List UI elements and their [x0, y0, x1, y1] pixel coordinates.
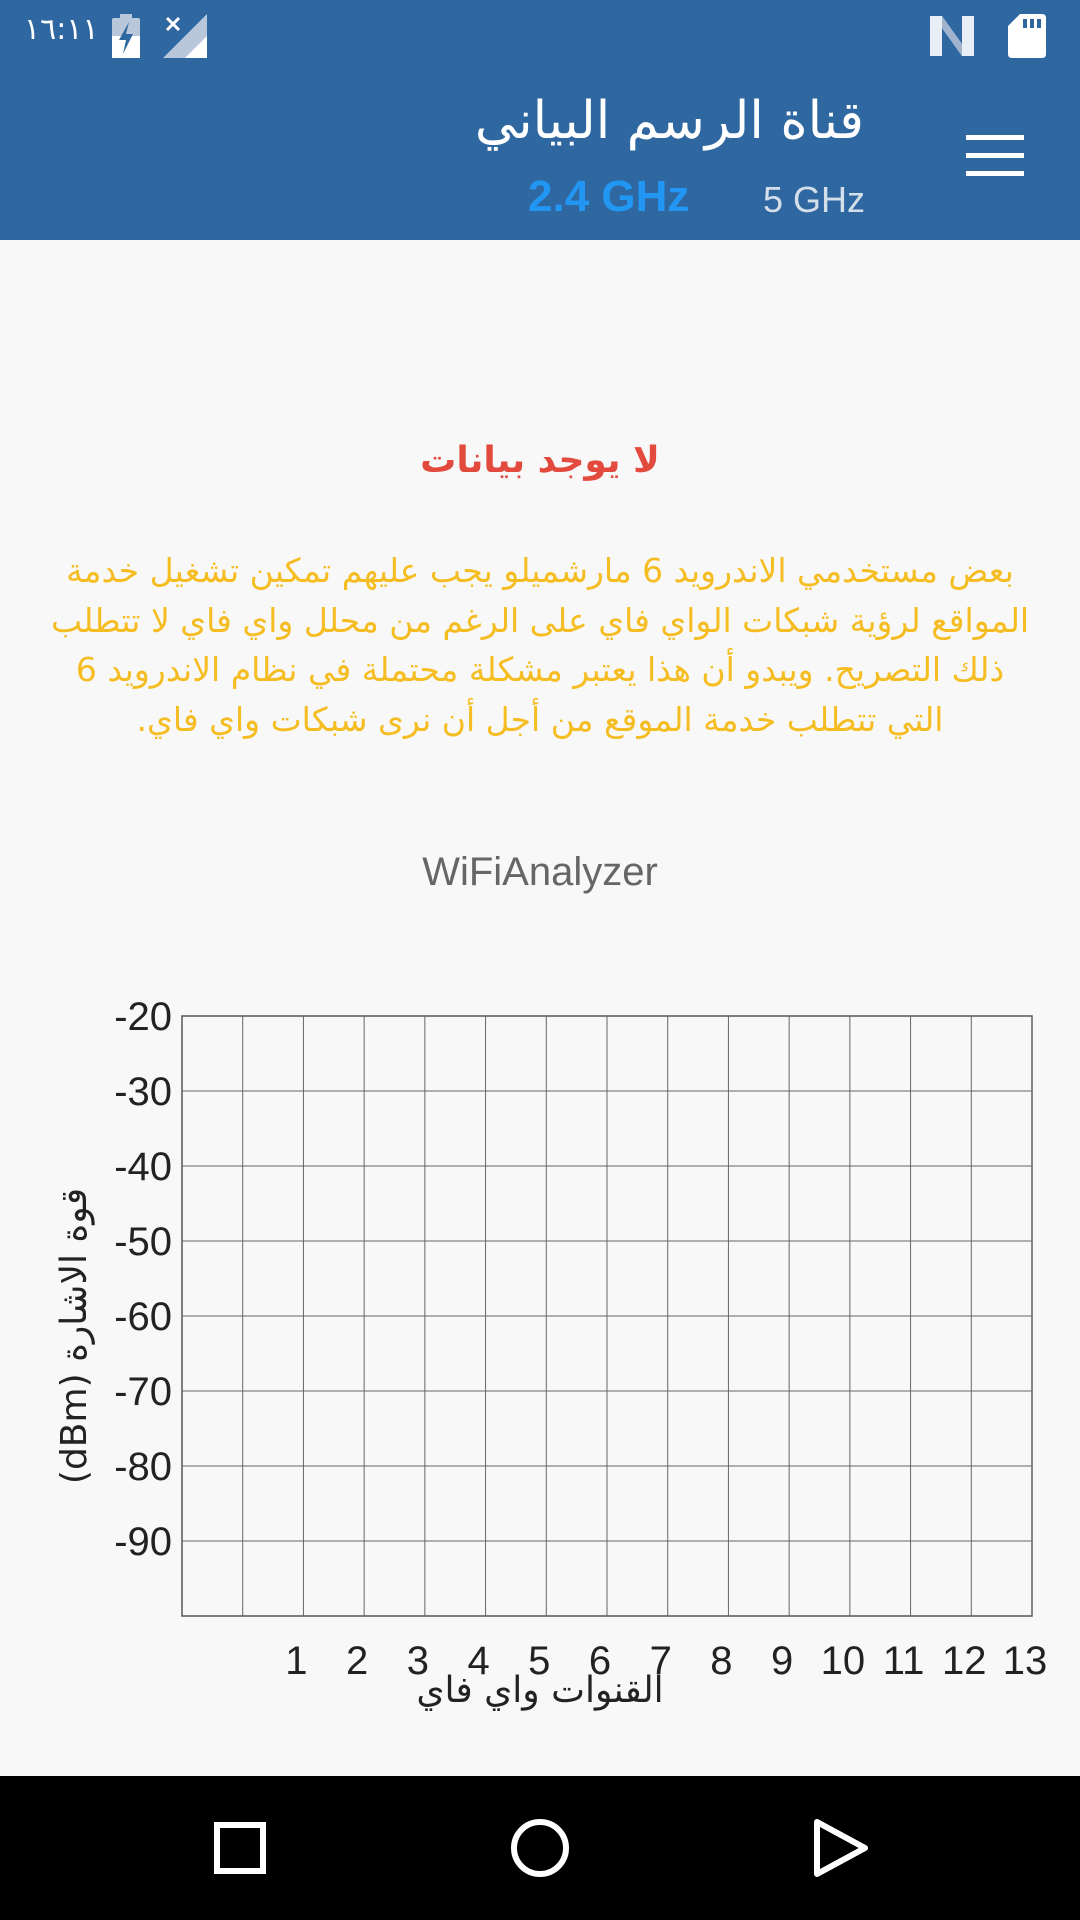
x-tick-label: 8 — [710, 1639, 733, 1683]
x-tick-label: 3 — [406, 1639, 429, 1683]
battery-charging-icon — [110, 14, 142, 58]
navigation-bar — [0, 1776, 1080, 1920]
x-tick-label: 6 — [588, 1639, 612, 1683]
x-tick-label: 1 — [285, 1639, 308, 1683]
y-tick-label: -50 — [114, 1220, 172, 1264]
recents-square-icon[interactable] — [190, 1798, 290, 1898]
x-tick-label: 5 — [528, 1639, 551, 1683]
home-circle-icon[interactable] — [490, 1798, 590, 1898]
y-tick-label: -60 — [114, 1295, 172, 1339]
back-triangle-icon[interactable] — [790, 1798, 890, 1898]
y-tick-label: -30 — [114, 1070, 172, 1114]
status-time: ١٦:١١ — [24, 12, 99, 47]
tab-2-4-ghz[interactable]: 2.4 GHz — [528, 172, 690, 221]
y-tick-label: -20 — [114, 995, 172, 1039]
nfc-icon — [928, 14, 976, 58]
app-bar — [0, 73, 1080, 240]
x-tick-label: 9 — [771, 1639, 794, 1683]
no-signal-icon — [163, 14, 209, 58]
y-tick-label: -80 — [114, 1445, 172, 1489]
x-tick-label: 13 — [1002, 1639, 1048, 1683]
x-tick-label: 7 — [649, 1639, 672, 1683]
menu-icon[interactable] — [966, 135, 1024, 181]
x-tick-label: 10 — [820, 1639, 866, 1683]
location-warning-text: بعض مستخدمي الاندرويد 6 مارشميلو يجب عليهم تمكين تشغيل خدمة المواقع لرؤية شبكات الواي فاي على الرغم من محلل واي فاي لا تتطلب ذلك التصريح. ويبدو أن هذا يعتبر مشكلة محتملة في نظام الاندرويد 6 التي تتطلب خدمة الموقع من أجل أن نرى شبكات واي فاي. — [50, 551, 1030, 739]
status-bar — [0, 0, 1080, 73]
x-axis-title: القنوات واي فاي — [416, 1670, 664, 1711]
x-tick-label: 11 — [882, 1639, 925, 1683]
x-tick-label: 4 — [467, 1639, 490, 1683]
tab-5-ghz[interactable]: 5 GHz — [763, 179, 866, 220]
y-tick-label: -40 — [114, 1145, 172, 1189]
x-tick-label: 2 — [346, 1639, 369, 1683]
sd-card-icon — [1008, 14, 1046, 58]
x-tick-label: 12 — [942, 1639, 987, 1683]
chart-title: WiFiAnalyzer — [422, 850, 658, 894]
channel-graph — [0, 990, 1080, 1720]
y-tick-label: -90 — [114, 1520, 172, 1564]
no-data-message: لا يوجد بيانات — [420, 440, 660, 481]
y-axis-title: قوة الاشارة (dBm) — [54, 1187, 95, 1485]
page-title: قناة الرسم البياني — [474, 91, 864, 151]
y-tick-label: -70 — [114, 1370, 172, 1414]
